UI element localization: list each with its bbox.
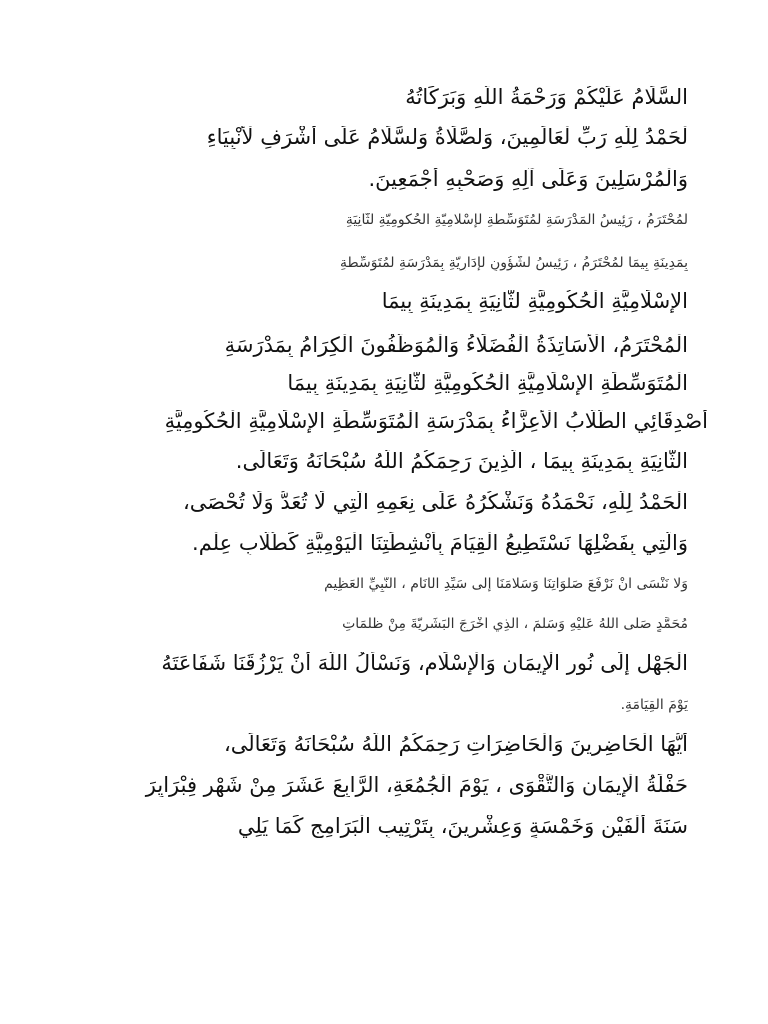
text-line-10: الثَّانِيَةِ بِمَدِينَةِ بِيمَا ، الَّذِينَ رَحِمَكُمُ اللَّهُ سُبْحَانَهُ وَتَعَالَى. — [235, 450, 688, 473]
text-line-8: الْمُتَوَسِّطَةِ الإِسْلَامِيَّةِ الْحُكُومِيَّةِ لثَّانِيَةِ بِمَدِينَةِ بِيمَا — [287, 372, 688, 395]
text-line-5: بِمَدِينَةِ بِيمَا لْمُحْتَرَمُ ، رَئِيسُ لشُّؤُونِ لْإِدَارِيَّةِ بِمَدْرَسَةِ لْمُتَوَسِّطَةِ — [339, 256, 688, 271]
text-line-6: الإِسْلَامِيَّةِ الْحُكُومِيَّةِ لثَّانِيَةِ بِمَدِينَةِ بِيمَا — [381, 290, 688, 313]
text-line-3: وَالْمُرْسَلِينَ وَعَلَى آلِهِ وَصَحْبِهِ أَجْمَعِينَ. — [368, 168, 688, 191]
text-line-14: مُحَمَّدٍ صَلَّى اللَّهُ عَلَيْهِ وَسَلَّمَ ، الَّذِي أَخْرَجَ الْبَشَرِيَّةَ مِنْ ظُلُمَاتِ — [342, 617, 688, 632]
text-line-12: وَالَّتِي بِفَضْلِهَا نَسْتَطِيعُ الْقِيَامَ بِأَنْشِطَتِنَا الْيَوْمِيَّةِ كَطُلَّابِ عِلْمٍ. — [192, 532, 688, 555]
text-line-11: الْحَمْدُ لِلَّهِ، نَحْمَدُهُ وَنَشْكُرُهُ عَلَى نِعَمِهِ الَّتِي لَا تُعَدُّ وَلَا تُحْصَى، — [183, 491, 688, 514]
text-line-16: يَوْمَ الْقِيَامَةِ. — [620, 698, 688, 713]
text-line-19: سَنَةَ أَلْفَيْنِ وَخَمْسَةٍ وَعِشْرِينَ، بِتَرْتِيبِ الْبَرَامِجِ كَمَا يَلِي — [237, 815, 688, 838]
text-line-1: السَّلَامُ عَلَيْكُمْ وَرَحْمَةُ اللَّهِ وَبَرَكَاتُهُ — [405, 86, 688, 109]
text-line-2: لْحَمْدُ لِلَّهِ رَبِّ لْعَالَمِينَ، وَلصَّلَاةُ وَلسَّلَامُ عَلَى أَشْرَفِ لْأَنْبِيَاءِ — [206, 126, 688, 149]
text-line-9: أَصْدِقَائِي الطُّلَّابُ الْأَعِزَّاءُ بِمَدْرَسَةِ الْمُتَوَسِّطَةِ الإِسْلَامِيَّةِ الْحُكُومِيَّةِ — [164, 410, 708, 433]
text-line-4: لْمُحْتَرَمُ ، رَئِيسُ الْمَدْرَسَةِ لْمُتَوَسِّطَةِ لْإِسْلَامِيَّةِ الْحُكُومِيَّةِ لثَّانِيَةِ — [345, 213, 688, 228]
text-line-15: الْجَهْلِ إِلَى نُورِ الْإِيمَانِ وَالْإِسْلَامِ، وَنَسْأَلُ اللَّهَ أَنْ يَرْزُقَنَا شَفَاعَتَهُ — [161, 652, 688, 675]
text-line-17: أَيُّهَا الْحَاضِرِينَ وَالْحَاضِرَاتِ رَحِمَكُمُ اللَّهُ سُبْحَانَهُ وَتَعَالَى، — [223, 733, 688, 756]
text-line-7: الْمُحْتَرَمُ، الْأَسَاتِذَةُ الْفُضَلَاءُ وَالْمُوَظَّفُونَ الْكِرَامُ بِمَدْرَسَةِ — [224, 334, 688, 357]
text-line-18: حَفْلَةُ الْإِيمَانِ وَالتَّقْوَى ، يَوْمَ الْجُمُعَةِ، الرَّابِعَ عَشَرَ مِنْ شَهْرِ فِبْرَايِرَ — [145, 774, 688, 797]
text-line-13: وَلَا نَنْسَى أَنْ نَرْفَعَ صَلَوَاتِنَا وَسَلَامَنَا إِلَى سَيِّدِ الْأَنَامِ ، النَّبِيِّ الْعَظِيمِ — [324, 577, 688, 592]
